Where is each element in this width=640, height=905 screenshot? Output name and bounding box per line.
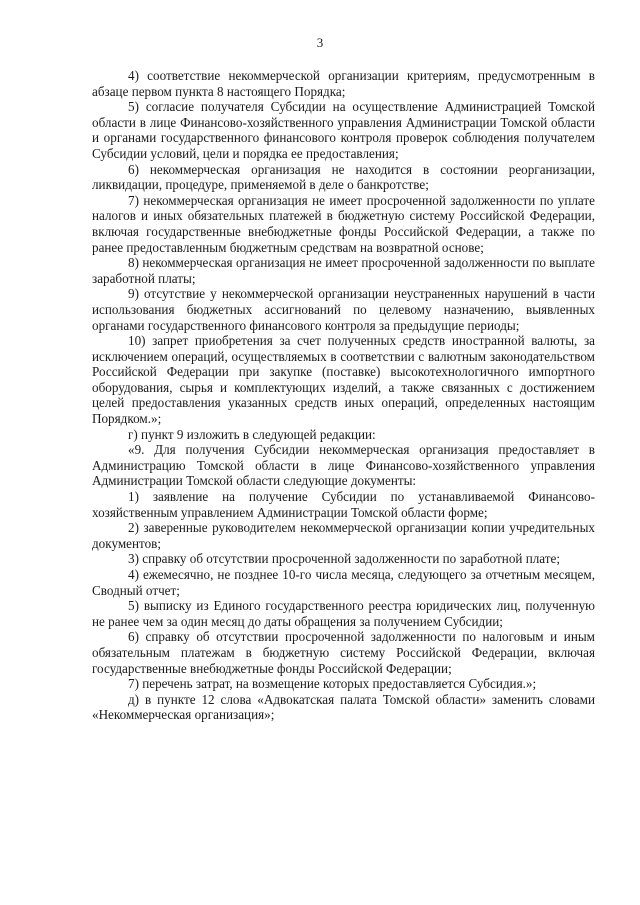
paragraph-amendment-d: д) в пункте 12 слова «Адвокатская палата Томской области» заменить словами «Некоммерческая организация»; [92, 691, 595, 723]
paragraph-document-2: 2) заверенные руководителем некоммерческой организации копии учредительных документов; [92, 520, 595, 551]
paragraph-item-10: 10) запрет приобретения за счет полученных средств иностранной валюты, за исключением операций, осуществляемых в соответствии с валютным законодательством Российской Федерации при закупке (поставке) высокотехнологичного импортного оборудования, сырья и комплектующих изделий, а также связанных с достижением целей предоставления указанных средств иных операций, определенных настоящим Порядком.»; [92, 333, 595, 427]
paragraph-document-3: 3) справку об отсутствии просроченной задолженности по заработной плате; [128, 551, 561, 567]
paragraph-document-5: 5) выписку из Единого государственного реестра юридических лиц, полученную не ранее чем за один месяц до даты обращения за получением Субсидии; [92, 598, 595, 629]
paragraph-document-4: 4) ежемесячно, не позднее 10-го числа месяца, следующего за отчетным месяцем, Сводный отчет; [92, 567, 595, 598]
paragraph-item-9: 9) отсутствие у некоммерческой организации неустраненных нарушений в части использования бюджетных ассигнований по целевому назначению, выявленных органами государственного финансового контроля за предыдущие периоды; [92, 286, 595, 333]
paragraph-item-7: 7) некоммерческая организация не имеет просроченной задолженности по уплате налогов и иных обязательных платежей в бюджетную систему Российской Федерации, включая государственные внебюджетные фонды Российской Федерации, а также по ранее предоставленным бюджетным средствам на возвратной основе; [92, 192, 595, 255]
paragraph-document-1: 1) заявление на получение Субсидии по устанавливаемой Финансово-хозяйственным управлением Администрации Томской области форме; [92, 489, 595, 520]
page-number: 3 [316, 35, 324, 50]
paragraph-amendment-g: г) пункт 9 изложить в следующей редакции: [128, 426, 376, 442]
paragraph-document-7: 7) перечень затрат, на возмещение которых предоставляется Субсидия.»; [128, 676, 537, 692]
paragraph-item-4: 4) соответствие некоммерческой организации критериям, предусмотренным в абзаце первом пункта 8 настоящего Порядка; [92, 68, 595, 99]
paragraph-item-8: 8) некоммерческая организация не имеет просроченной задолженности по выплате заработной платы; [92, 255, 595, 286]
paragraph-document-6: 6) справку об отсутствии просроченной задолженности по налоговым и иным обязательным платежам в бюджетную систему Российской Федерации, включая государственные внебюджетные фонды Российской Федерации; [92, 629, 595, 676]
paragraph-item-5: 5) согласие получателя Субсидии на осуществление Администрацией Томской области в лице Финансово-хозяйственного управления Администрации Томской области и органами государственного финансового контроля проверок соблюдения получателем Субсидии условий, цели и порядка ее предоставления; [92, 99, 595, 161]
document-body [92, 68, 595, 723]
paragraph-item-6: 6) некоммерческая организация не находится в состоянии реорганизации, ликвидации, процедуре, применяемой в деле о банкротстве; [92, 161, 595, 193]
paragraph-clause-9-intro: «9. Для получения Субсидии некоммерческая организация предоставляет в Администрацию Томской области в лице Финансово-хозяйственного управления Администрации Томской области следующие документы: [92, 442, 595, 489]
